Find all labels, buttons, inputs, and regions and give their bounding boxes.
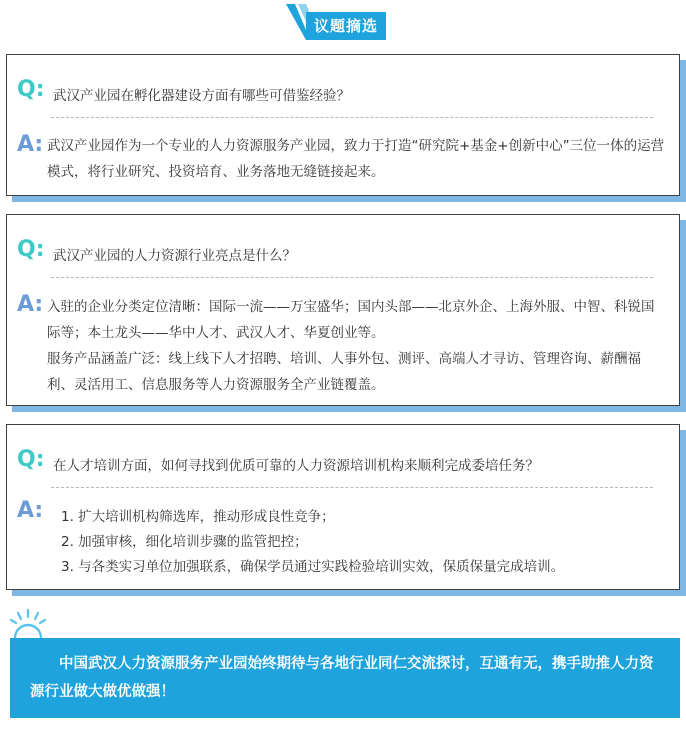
section-title: 议题摘选 [306, 12, 386, 40]
answer-paragraph: 服务产品涵盖广泛：线上线下人才招聘、培训、人事外包、测评、高端人才寻访、管理咨询、薪酬福利、灵活用工、信息服务等人力资源服务全产业链覆盖。 [47, 351, 641, 393]
list-item: 1. 扩大培训机构筛选库，推动形成良性竞争； [61, 509, 335, 525]
answer-paragraph: 武汉产业园作为一个专业的人力资源服务产业园，致力于打造“研究院+基金+创新中心”三位一体的运营模式，将行业研究、投资培育、业务落地无缝链接起来。 [47, 138, 665, 180]
dashed-divider [51, 487, 653, 488]
list-item: 2. 加强审核，细化培训步骤的监管把控； [61, 534, 308, 550]
dashed-divider [51, 117, 653, 118]
question-label: Q: [17, 447, 45, 472]
qa-card-2 [6, 214, 680, 406]
question-text: 武汉产业园在孵化器建设方面有哪些可借鉴经验？ [53, 88, 350, 104]
answer-paragraph: 入驻的企业分类定位清晰：国际一流——万宝盛华；国内头部——北京外企、上海外服、中智、科锐国际等；本土龙头——华中人才、武汉人才、华夏创业等。 [47, 299, 655, 341]
section-header [286, 4, 406, 44]
answer-label: A: [17, 498, 44, 523]
qa-card-1 [6, 54, 680, 196]
question-label: Q: [17, 237, 45, 262]
card-body [6, 424, 680, 590]
card-body [6, 214, 680, 406]
answer-list [61, 505, 665, 580]
qa-card-3 [6, 424, 680, 590]
closing-banner [10, 638, 680, 718]
question-label: Q: [17, 77, 45, 102]
closing-text: 中国武汉人力资源服务产业园始终期待与各地行业同仁交流探讨，互通有无，携手助推人力资源行业做大做优做强！ [30, 656, 654, 700]
answer-text [47, 294, 665, 398]
question-text: 武汉产业园的人力资源行业亮点是什么？ [53, 248, 296, 264]
dashed-divider [51, 277, 653, 278]
answer-text [47, 133, 665, 185]
question-text: 在人才培训方面，如何寻找到优质可靠的人力资源培训机构来顺利完成委培任务？ [53, 458, 539, 474]
answer-label: A: [17, 132, 44, 157]
list-item: 3. 与各类实习单位加强联系，确保学员通过实践检验培训实效，保质保量完成培训。 [61, 559, 565, 575]
sunburst-icon [6, 606, 50, 640]
card-body [6, 54, 680, 196]
answer-label: A: [17, 292, 44, 317]
